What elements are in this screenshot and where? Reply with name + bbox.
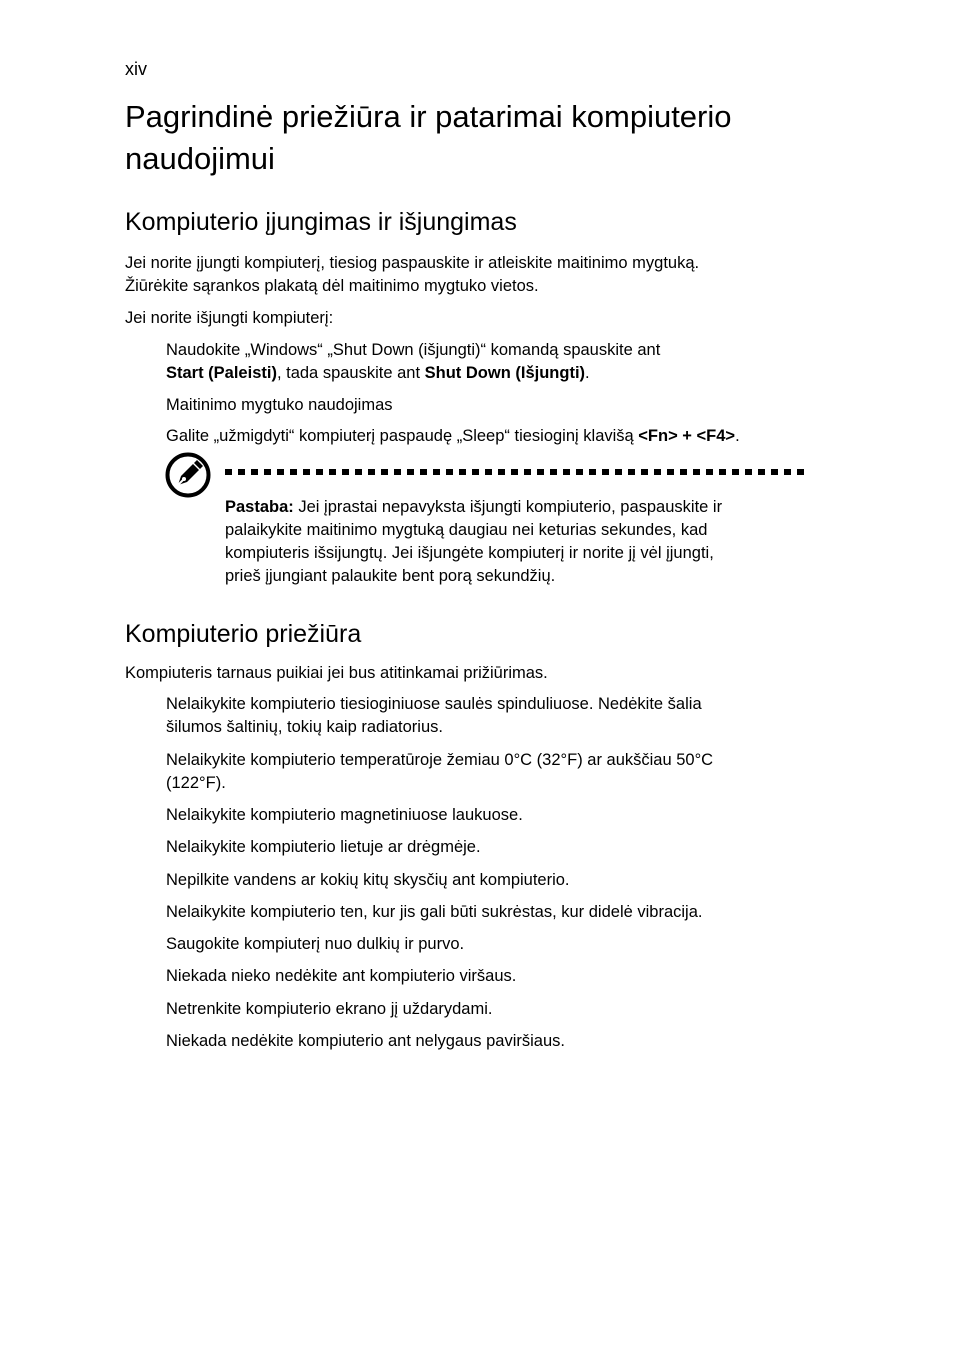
section-heading-power: Kompiuterio įjungimas ir išjungimas (125, 208, 517, 236)
list-item-text: . (735, 427, 740, 445)
list-item: Nelaikykite kompiuterio magnetiniuose laukuose. (166, 806, 523, 824)
list-item (166, 693, 702, 739)
list-item: Niekada nieko nedėkite ant kompiuterio viršaus. (166, 967, 517, 985)
list-item-power-button: Maitinimo mygtuko naudojimas (166, 396, 393, 414)
note-line: palaikykite maitinimo mygtuką daugiau nei keturias sekundes, kad (225, 521, 708, 539)
paragraph-power-on (125, 252, 699, 298)
section-heading-care: Kompiuterio priežiūra (125, 620, 362, 648)
page-title-line2: naudojimui (125, 141, 275, 176)
paragraph-power-off-intro: Jei norite išjungti kompiuterį: (125, 309, 334, 327)
list-item-shutdown-windows (166, 339, 660, 385)
list-item-text: Galite „užmigdyti“ kompiuterį paspaudę „Sleep“ tiesioginį klavišą (166, 427, 639, 445)
note-label: Pastaba: (225, 498, 294, 516)
list-item-text: šilumos šaltinių, tokių kaip radiatorius. (166, 718, 443, 736)
list-item: Nepilkite vandens ar kokių kitų skysčių ant kompiuterio. (166, 871, 570, 889)
list-item: Niekada nedėkite kompiuterio ant nelygaus paviršiaus. (166, 1032, 565, 1050)
page-title-line1: Pagrindinė priežiūra ir patarimai kompiuterio (125, 99, 732, 134)
list-item: Nelaikykite kompiuterio ten, kur jis gali būti sukrėstas, kur didelė vibracija. (166, 903, 703, 921)
list-item: Saugokite kompiuterį nuo dulkių ir purvo. (166, 935, 465, 953)
page-number: xiv (125, 59, 147, 79)
shutdown-label: Shut Down (Išjungti) (424, 364, 586, 382)
start-label: Start (Paleisti) (166, 364, 277, 382)
paragraph-power-on-line1: Jei norite įjungti kompiuterį, tiesiog paspauskite ir atleiskite maitinimo mygtuką. (125, 254, 700, 272)
list-item-text: (122°F). (166, 774, 226, 792)
hotkey-label: <Fn> + <F4> (638, 427, 736, 445)
paragraph-care-intro: Kompiuteris tarnaus puikiai jei bus atitinkamai prižiūrimas. (125, 664, 548, 682)
note-text (225, 496, 722, 588)
note-pen-icon (164, 451, 212, 499)
page-title (125, 96, 825, 180)
note-line: kompiuteris išsijungtų. Jei išjungėte kompiuterį ir norite jį vėl įjungti, (225, 544, 714, 562)
list-item-sleep (166, 425, 740, 448)
list-item-text: . (585, 364, 590, 382)
list-item: Netrenkite kompiuterio ekrano jį uždarydami. (166, 1000, 493, 1018)
list-item (166, 749, 713, 795)
list-item-text: Nelaikykite kompiuterio tiesioginiuose saulės spinduliuose. Nedėkite šalia (166, 695, 702, 713)
list-item: Nelaikykite kompiuterio lietuje ar drėgmėje. (166, 838, 481, 856)
list-item-text: , tada spauskite ant (276, 364, 425, 382)
paragraph-power-on-line2: Žiūrėkite sąrankos plakatą dėl maitinimo mygtuko vietos. (125, 277, 539, 295)
note-line: Jei įprastai nepavyksta išjungti kompiuterio, paspauskite ir (293, 498, 723, 516)
note-line: prieš įjungiant palaukite bent porą sekundžių. (225, 567, 556, 585)
note-divider (225, 469, 809, 475)
list-item-text: Naudokite „Windows“ „Shut Down (išjungti)“ komandą spauskite ant (166, 341, 661, 359)
list-item-text: Nelaikykite kompiuterio temperatūroje žemiau 0°C (32°F) ar aukščiau 50°C (166, 751, 714, 769)
